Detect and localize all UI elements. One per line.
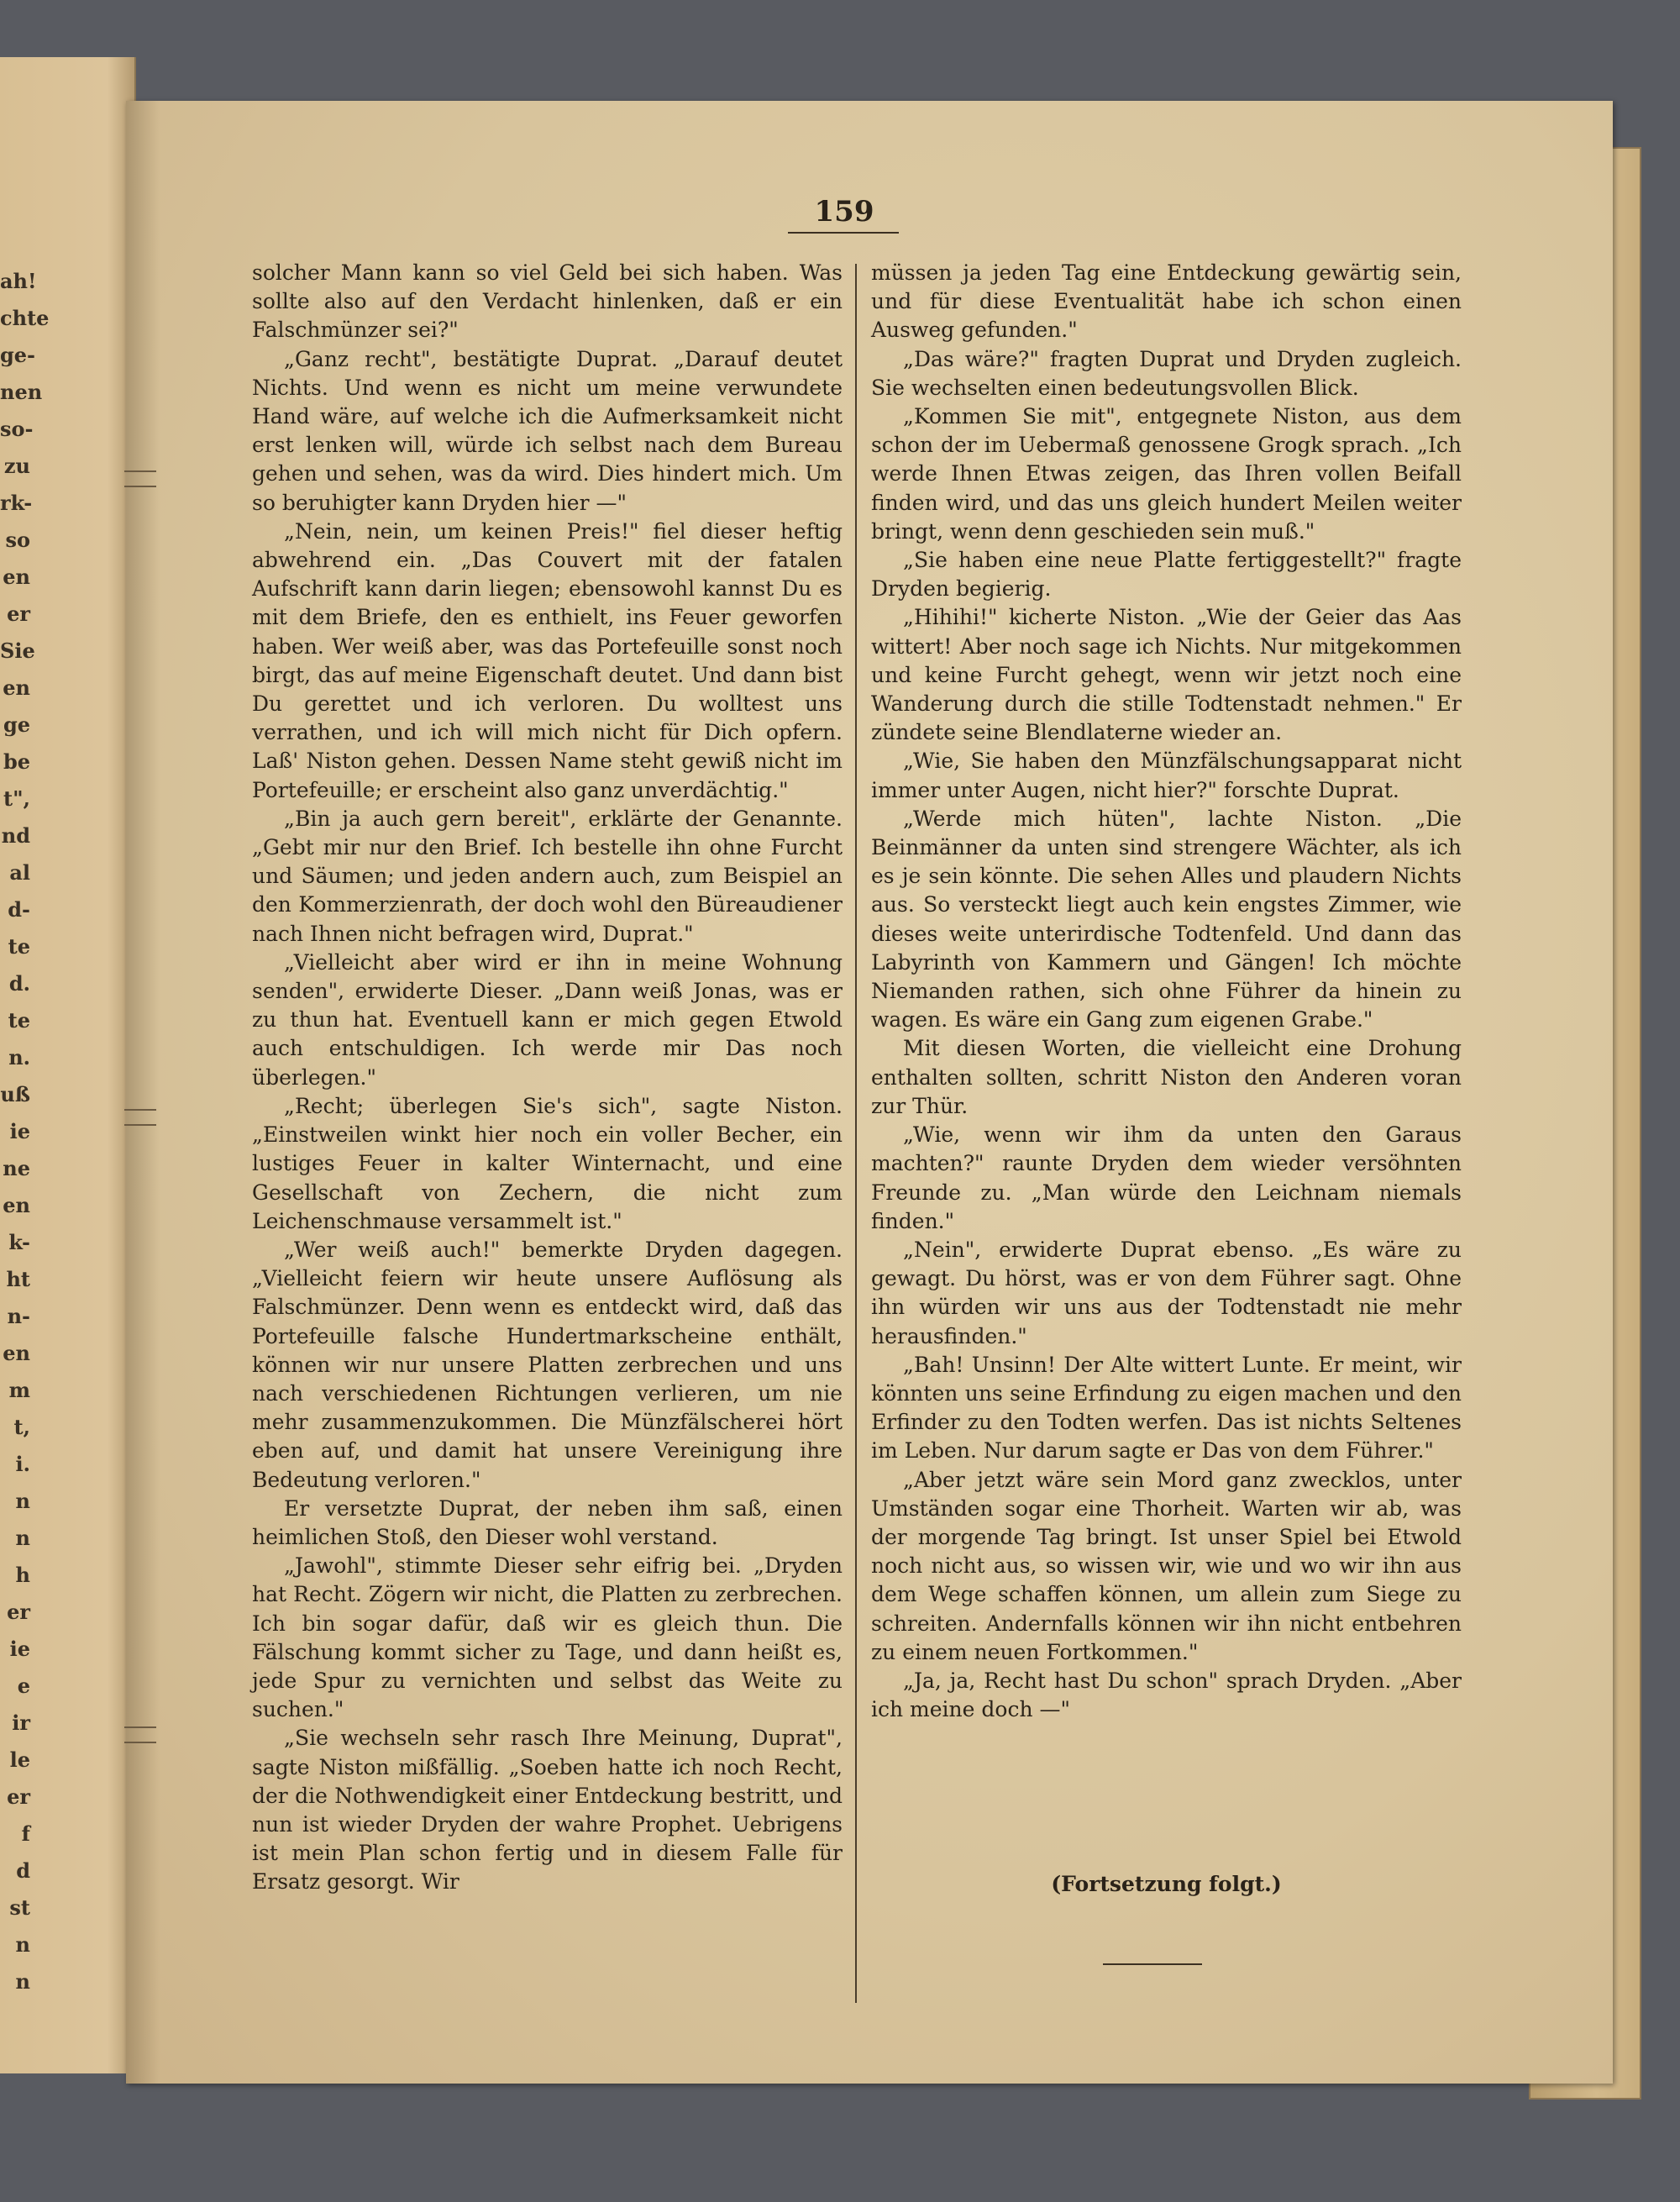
paragraph: „Bin ja auch gern bereit", erklärte der Genannte. „Gebt mir nur den Brief. Ich bestelle ihn ohne Furcht und Säumen; und jeden andern auch, zum Beispiel an den Kommerzienrath, der doch wohl den Büreaudiener nach Ihnen nicht befragen wird, Duprat." (252, 806, 843, 946)
previous-page-fragment: en (3, 675, 30, 700)
paragraph: „Wie, wenn wir ihm da unten den Garaus machten?" raunte Dryden dem wieder versöhnten Freunde zu. „Man würde den Leichnam niemals finden." (871, 1122, 1462, 1233)
previous-page-fragment: n (15, 1969, 30, 1994)
previous-page-fragment: d (16, 1858, 30, 1883)
previous-page-fragment: ie (9, 1637, 30, 1661)
paragraph: „Hihihi!" kicherte Niston. „Wie der Geier das Aas wittert! Aber noch sage ich Nichts. Nur mitgekommen und keine Furcht gehegt, wenn wir jetzt noch eine Wanderung durch die stille Todtenstadt nehmen." Er zündete seine Blendlaterne wieder an. (871, 605, 1462, 745)
previous-page-fragment: k- (8, 1230, 30, 1254)
paragraph: Mit diesen Worten, die vielleicht eine Drohung enthalten sollten, schritt Niston den Anderen voran zur Thür. (871, 1036, 1462, 1118)
previous-page-fragment: ah! (0, 269, 37, 293)
paragraph: „Recht; überlegen Sie's sich", sagte Niston. „Einstweilen winkt hier noch ein voller Becher, ein lustiges Feuer in kalter Winternacht, und eine Gesellschaft von Zechern, die nicht zum Leichenschmause versammelt ist." (252, 1093, 843, 1233)
paragraph: „Werde mich hüten", lachte Niston. „Die Beinmänner da unten sind strengere Wächter, als ich es je sein könnte. Die sehen Alles und plaudern Nichts aus. So versteckt liegt auch kein engstes Zimmer, wie dieses weite unterirdische Todtenfeld. Und dann das Labyrinth von Kammern und Gängen! Ich möchte Niemanden rathen, sich ohne Führer da hinein zu wagen. Es wäre ein Gang zum eigenen Grabe." (871, 806, 1462, 1033)
previous-page-fragment: n (15, 1932, 30, 1957)
previous-page-fragment: t, (13, 1415, 30, 1439)
previous-page-fragment: rk- (0, 491, 33, 515)
binding-thread (124, 1109, 156, 1126)
previous-page-fragment: le (9, 1747, 30, 1772)
page-number: 159 (814, 195, 874, 229)
previous-page-fragment: h (15, 1563, 30, 1587)
previous-page-fragment: t", (3, 786, 30, 811)
previous-page-fragment: en (3, 1341, 30, 1365)
paragraph: „Ja, ja, Recht hast Du schon" sprach Dryden. „Aber ich meine doch —" (871, 1668, 1462, 1722)
paragraph: müssen ja jeden Tag eine Entdeckung gewärtig sein, und für diese Eventualität habe ich schon einen Ausweg gefunden." (871, 260, 1462, 343)
previous-page-fragment: nd (1, 823, 30, 848)
previous-page-fragment: f (21, 1821, 30, 1846)
previous-page-fragment: te (8, 934, 30, 959)
paragraph: „Nein, nein, um keinen Preis!" fiel dieser heftig abwehrend ein. „Das Couvert mit der fatalen Aufschrift kann darin liegen; ebensowohl kannst Du es mit dem Briefe, den es enthielt, ins Feuer geworfen haben. Wer weiß aber, was das Portefeuille sonst noch birgt, das auf meine Eigenschaft deutet. Und dann bist Du gerettet und ich verloren. Du wolltest uns verrathen, und ich will mich nicht für Dich opfern. Laß' Niston gehen. Dessen Name steht gewiß nicht im Portefeuille; er erscheint also ganz unverdächtig." (252, 518, 843, 802)
previous-page-fragment: d- (8, 897, 30, 922)
previous-page-fragment: en (3, 565, 30, 589)
end-rule (1103, 1963, 1202, 1965)
paragraph: „Vielleicht aber wird er ihn in meine Wohnung senden", erwiderte Dieser. „Dann weiß Jonas, was er zu thun hat. Eventuell kann er mich gegen Etwold auch entschuldigen. Ich werde mir Das noch überlegen." (252, 949, 843, 1090)
continuation-note: (Fortsetzung folgt.) (1051, 1872, 1282, 1896)
previous-page-fragment: ne (3, 1156, 30, 1180)
previous-page-fragment: er (7, 1784, 30, 1809)
previous-page-fragment: en (3, 1193, 30, 1217)
paragraph: „Sie haben eine neue Platte fertiggestellt?" fragte Dryden begierig. (871, 548, 1462, 602)
previous-page-fragment: al (9, 860, 30, 885)
previous-page-fragment: e (17, 1674, 30, 1698)
paragraph: „Das wäre?" fragten Duprat und Dryden zugleich. Sie wechselten einen bedeutungsvollen Blick. (871, 346, 1462, 400)
previous-page-fragment: ir (12, 1711, 30, 1735)
previous-page-fragment: uß (0, 1082, 30, 1106)
paragraph: Er versetzte Duprat, der neben ihm saß, einen heimlichen Stoß, den Dieser wohl verstand. (252, 1495, 843, 1549)
previous-page-fragment: er (7, 1600, 30, 1624)
left-text-column (252, 259, 843, 1897)
paragraph: „Aber jetzt wäre sein Mord ganz zwecklos, unter Umständen sogar eine Thorheit. Warten wir ab, was der morgende Tag bringt. Ist unser Spiel bei Etwold noch nicht aus, so wissen wir, wie und wo wir ihn aus dem Wege schaffen können, um allein zum Siege zu schreiten. Andernfalls können wir ihn nicht entbehren zu einem neuen Fortkommen." (871, 1467, 1462, 1664)
paragraph: „Wie, Sie haben den Münzfälschungsapparat nicht immer unter Augen, nicht hier?" forschte Duprat. (871, 749, 1462, 802)
binding-thread (124, 1726, 156, 1743)
paragraph: „Jawohl", stimmte Dieser sehr eifrig bei. „Dryden hat Recht. Zögern wir nicht, die Platten zu zerbrechen. Ich bin sogar dafür, daß wir es gleich thun. Die Fälschung kommt sicher zu Tage, und dann heißt es, jede Spur zu vernichten und selbst das Weite zu suchen." (252, 1553, 843, 1722)
previous-page-fragment: n- (7, 1304, 30, 1328)
previous-page-fragment: ie (9, 1119, 30, 1143)
previous-page-fragment: so- (0, 417, 34, 441)
paragraph: „Kommen Sie mit", entgegnete Niston, aus dem schon der im Uebermaß genossene Grogk sprach. „Ich werde Ihnen Etwas zeigen, das Ihren vollen Beifall finden wird, und das uns gleich hundert Meilen weiter bringt, wenn denn geschieden sein muß." (871, 404, 1462, 544)
previous-page-fragment: d. (8, 971, 30, 996)
previous-page-fragment: n (15, 1526, 30, 1550)
previous-page-fragment: er (7, 602, 30, 626)
spine-shadow (126, 101, 160, 2084)
right-text-column (871, 259, 1462, 1724)
binding-thread (124, 470, 156, 487)
paragraph: „Nein", erwiderte Duprat ebenso. „Es wäre zu gewagt. Du hörst, was er von dem Führer sagt. Ohne ihn würden wir uns aus der Todtenstadt nie mehr herausfinden." (871, 1237, 1462, 1348)
paragraph: „Ganz recht", bestätigte Duprat. „Darauf deutet Nichts. Und wenn es nicht um meine verwundete Hand wäre, auf welche ich die Aufmerksamkeit nicht erst lenken will, würde ich selbst nach dem Bureau gehen und sehen, was da wird. Dies hindert mich. Um so beruhigter kann Dryden hier —" (252, 346, 843, 515)
paragraph: „Sie wechseln sehr rasch Ihre Meinung, Duprat", sagte Niston mißfällig. „Soeben hatte ich noch Recht, der die Nothwendigkeit einer Entdeckung bestritt, und nun ist wieder Dryden der wahre Prophet. Uebrigens ist mein Plan schon fertig und in diesem Falle für Ersatz gesorgt. Wir (252, 1726, 843, 1895)
page-number-rule (788, 232, 899, 234)
paragraph: solcher Mann kann so viel Geld bei sich haben. Was sollte also auf den Verdacht hinlenken, daß er ein Falschmünzer sei?" (252, 260, 843, 343)
previous-page-fragment: ge (3, 712, 30, 737)
previous-page-fragment: nen (0, 380, 43, 404)
previous-page-fragment: be (3, 749, 30, 774)
previous-page-fragment: chte (0, 306, 50, 330)
previous-page-fragment: ge- (0, 343, 36, 367)
previous-page-fragment: n. (8, 1045, 30, 1069)
previous-page-fragment: m (8, 1378, 30, 1402)
paragraph: „Bah! Unsinn! Der Alte wittert Lunte. Er meint, wir könnten uns seine Erfindung zu eigen machen und den Erfinder zu den Todten werfen. Das ist nichts Seltenes im Leben. Nur darum sagte er Das von dem Führer." (871, 1352, 1462, 1464)
paragraph: „Wer weiß auch!" bemerkte Dryden dagegen. „Vielleicht feiern wir heute unsere Auflösung als Falschmünzer. Denn wenn es entdeckt wird, daß das Portefeuille falsche Hundertmarkscheine enthält, können wir nur unsere Platten zerbrechen und uns nach verschiedenen Richtungen verlieren, um nie mehr zusammenzukommen. Die Münzfälscherei hört eben auf, und damit hat unsere Vereinigung ihre Bedeutung verloren." (252, 1237, 843, 1492)
column-divider (855, 264, 857, 2003)
previous-page-fragment: zu (3, 454, 30, 478)
previous-page-fragment: i. (15, 1452, 30, 1476)
previous-page-fragment: so (5, 528, 30, 552)
previous-page-fragment: te (8, 1008, 30, 1033)
previous-page-fragment: n (15, 1489, 30, 1513)
previous-page-fragment: st (9, 1895, 30, 1920)
previous-page-fragment: ht (6, 1267, 30, 1291)
previous-page-fragment: Sie (0, 639, 35, 663)
